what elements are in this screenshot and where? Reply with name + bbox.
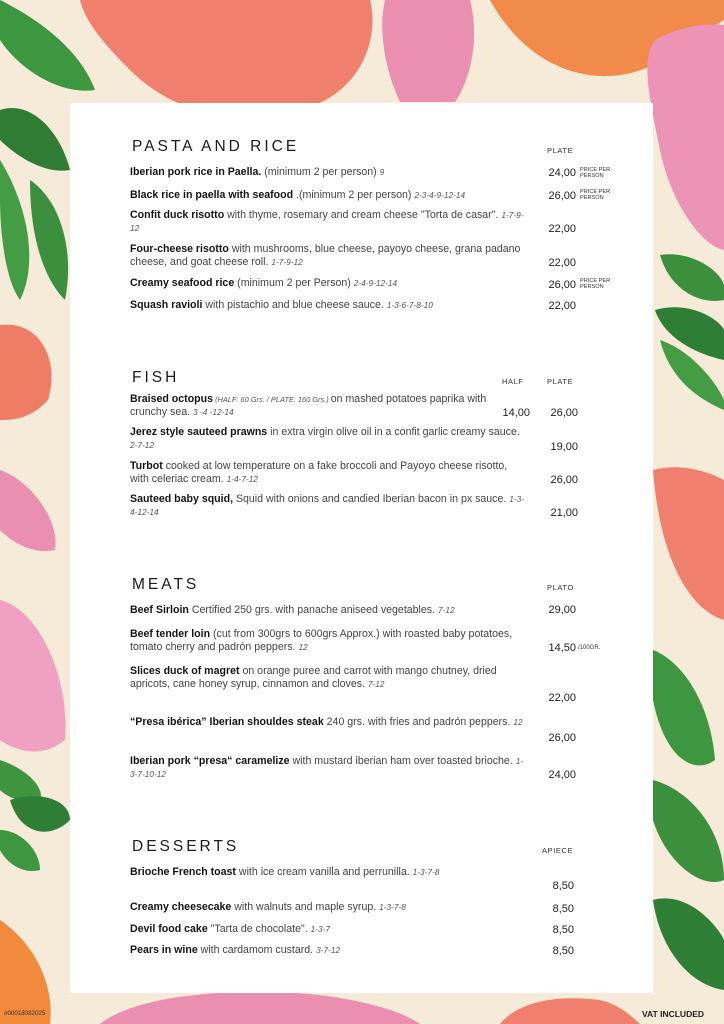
item-price: 24,00 (548, 167, 576, 179)
col-header-half: HALF (502, 377, 524, 386)
item-price: 26,00 (548, 190, 576, 202)
item-price: 14,50 (548, 642, 576, 654)
item-price: 19,00 (550, 441, 578, 453)
section-title-pasta: PASTA AND RICE (132, 138, 300, 155)
menu-card (70, 103, 653, 993)
menu-item: Braised octopus (HALF: 60 Grs. / PLATE: 160 Grs.) on mashed potatoes paprika with crunchy sea. 3 -4 -12-14 (130, 393, 487, 419)
menu-item: Beef Sirloin Certified 250 grs. with panache aniseed vegetables. 7-12 (130, 604, 455, 616)
menu-item: Iberian pork “presa“ caramelize with mustard iberian ham over toasted brioche. 1-3-7-10-12 (130, 755, 524, 780)
item-price: 8,50 (552, 945, 574, 957)
item-price: 29,00 (548, 604, 576, 616)
menu-item: Four-cheese risotto with mushrooms, blue cheese, payoyo cheese, grana padano cheese, and goat cheese roll. 1-7-9-12 (130, 243, 521, 269)
menu-item: Confit duck risotto with thyme, rosemary and cream cheese "Torta de casar". 1-7-9-12 (130, 209, 524, 234)
menu-item: Creamy cheesecake with walnuts and maple syrup. 1-3-7-8 (130, 901, 406, 913)
item-price: 22,00 (548, 223, 576, 235)
menu-item: Squash ravioli with pistachio and blue cheese sauce. 1-3-6-7-8-10 (130, 299, 433, 311)
menu-item: Turbot cooked at low temperature on a fake broccoli and Payoyo cheese risotto, with celeriac cream. 1-4-7-12 (130, 460, 508, 486)
item-price-half: 14,00 (502, 407, 530, 419)
menu-item: “Presa ibérica” Iberian shouldes steak 240 grs. with fries and padrón peppers. 12 (130, 716, 523, 728)
item-price: 26,00 (548, 279, 576, 291)
section-title-meats: MEATS (132, 576, 200, 593)
item-price: 22,00 (548, 257, 576, 269)
item-price: 26,00 (548, 732, 576, 744)
item-price: 26,00 (550, 407, 578, 419)
menu-item: Sauteed baby squid, Squid with onions and candied Iberian bacon in px sauce. 1-3-4-12-14 (130, 493, 524, 518)
item-price: 24,00 (548, 769, 576, 781)
col-header-plate: PLATE (547, 146, 574, 155)
menu-item: Beef tender loin (cut from 300grs to 600grs Approx.) with roasted baby potatoes, tomato cherry and padrón peppers. 12 (130, 628, 513, 654)
section-title-fish: FISH (132, 369, 180, 386)
menu-item: Brioche French toast with ice cream vanilla and perrunilla. 1-3-7-8 (130, 866, 440, 878)
menu-item: Jerez style sauteed prawns in extra virgin olive oil in a confit garlic creamy sauce. 2-7-12 (130, 426, 520, 451)
item-price: 26,00 (550, 474, 578, 486)
col-header-apiece: APIECE (542, 846, 574, 855)
reference-code: #00018082025 (4, 1010, 46, 1017)
item-price: 22,00 (548, 692, 576, 704)
item-price: 8,50 (552, 924, 574, 936)
col-header-plato: PLATO (547, 583, 574, 592)
menu-item: Black rice in paella with seafood .(minimum 2 per person) 2-3-4-9-12-14 (130, 189, 466, 201)
col-header-plate: PLATE (547, 377, 574, 386)
menu-item: Devil food cake "Tarta de chocolate". 1-3-7 (130, 923, 331, 935)
item-price: 8,50 (552, 903, 574, 915)
menu-item: Iberian pork rice in Paella. (minimum 2 per person) 9 (130, 166, 385, 178)
vat-included-label: VAT INCLUDED (642, 1009, 705, 1019)
price-note: PRICE PER PERSON (580, 278, 611, 291)
menu-item: Slices duck of magret on orange puree and carrot with mango chutney, dried apricots, cane honey syrup, cinnamon and cloves. 7-12 (130, 665, 497, 691)
menu-item: Creamy seafood rice (minimum 2 per Person) 2-4-9-12-14 (130, 277, 398, 289)
item-price: 8,50 (552, 880, 574, 892)
menu-item: Pears in wine with cardamom custard. 3-7-12 (130, 944, 341, 956)
price-unit: /100GR. (578, 645, 601, 651)
section-title-desserts: DESSERTS (132, 838, 240, 855)
price-note: PRICE PER PERSON (580, 189, 611, 202)
item-price: 22,00 (548, 300, 576, 312)
price-note: PRICE PER PERSON (580, 167, 611, 180)
item-price: 21,00 (550, 507, 578, 519)
